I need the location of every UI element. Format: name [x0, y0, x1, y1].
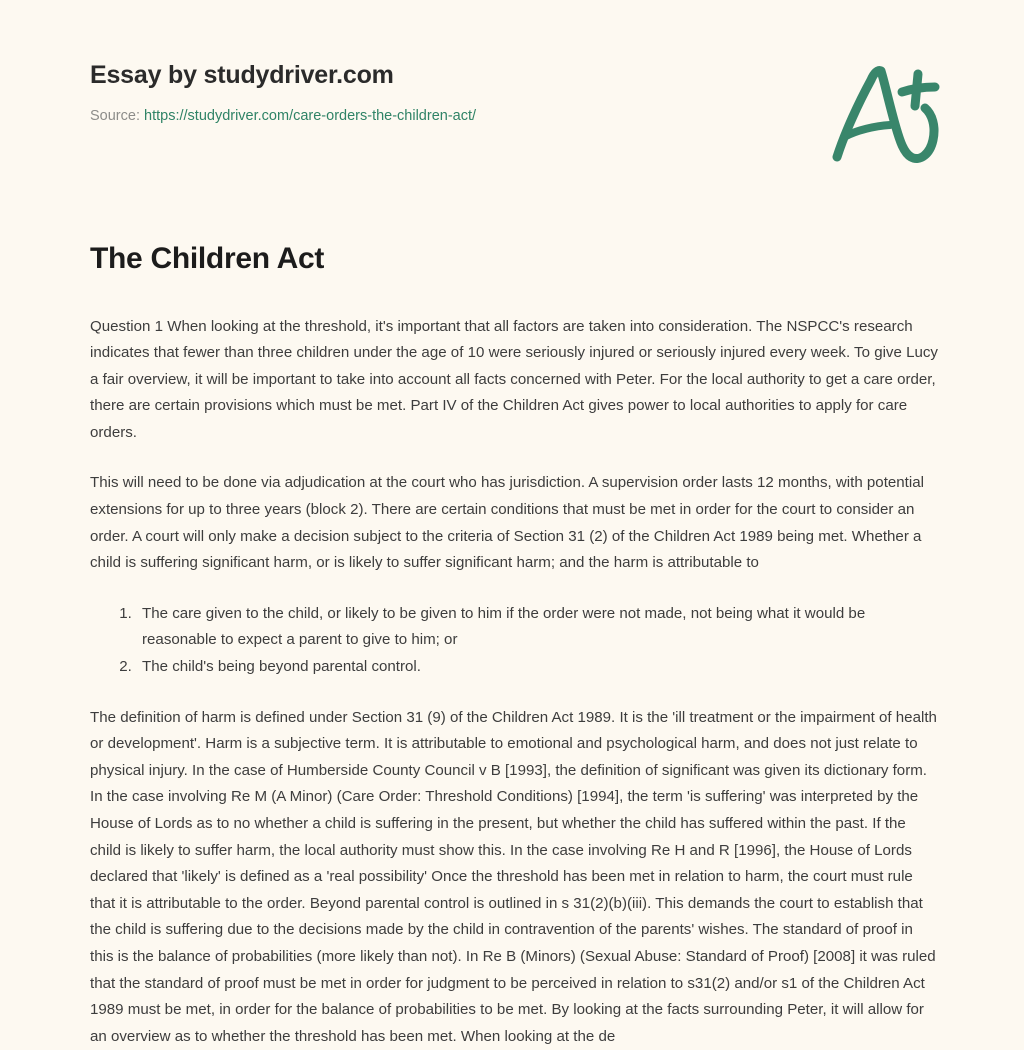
threshold-clause-list	[90, 601, 938, 681]
essay-body	[90, 240, 938, 1050]
page-title: The Children Act	[90, 242, 325, 275]
a-plus-logo-icon	[821, 58, 951, 170]
list-item: 2. The child's being beyond parental control.	[136, 654, 938, 681]
paragraph-3: The definition of harm is defined under Section 31 (9) of the Children Act 1989. It is the 'ill treatment or the impairment of health or development'. Harm is a subjective term. It is attributable to emotional and psychological harm, and does not just relate to physical injury. In the case of Humberside County Council v B [1993], the definition of significant was given its dictionary form. In the case involving Re M (A Minor) (Care Order: Threshold Conditions) [1994], the term 'is suffering' was interpreted by the House of Lords as to no whether a child is suffering in the present, but whether the child has suffered within the past. If the child is likely to suffer harm, the local authority must show this. In the case involving Re H and R [1996], the House of Lords declared that 'likely' is defined as a 'real possibility' Once the threshold has been met in relation to harm, the court must rule that it is attributable to the order. Beyond parental control is outlined in s 31(2)(b)(iii). This demands the court to establish that the child is suffering due to the decisions made by the child in contravention of the parents' wishes. The standard of proof in this is the balance of probabilities (more likely than not). In Re B (Minors) (Sexual Abuse: Standard of Proof) [2008] it was ruled that the standard of proof must be met in order for judgment to be perceived in relation to s31(2) and/or s1 of the Children Act 1989 must be met, in order for the balance of probabilities to be met. By looking at the facts surrounding Peter, it will allow for an overview as to whether the threshold has been met. When looking at the de	[90, 708, 937, 1045]
paragraph-1: Question 1 When looking at the threshold, it's important that all factors are taken into consideration. The NSPCC's research indicates that fewer than three children under the age of 10 were seriously injured or seriously injured every week. To give Lucy a fair overview, it will be important to take into account all facts concerned with Peter. For the local authority to get a care order, there are certain provisions which must be met. Part IV of the Children Act gives power to local authorities to apply for care orders.	[90, 317, 938, 441]
document-header	[0, 0, 1024, 190]
source-label: Source:	[90, 107, 140, 124]
source-line	[90, 108, 476, 125]
paragraph-2: This will need to be done via adjudication at the court who has jurisdiction. A supervision order lasts 12 months, with potential extensions for up to three years (block 2). There are certain conditions that must be met in order for the court to consider an order. A court will only make a decision subject to the criteria of Section 31 (2) of the Children Act 1989 being met. Whether a child is suffering significant harm, or is likely to suffer significant harm; and the harm is attributable to	[90, 474, 924, 572]
source-url-link[interactable]: https://studydriver.com/care-orders-the-children-act/	[144, 107, 477, 124]
studydriver-a-plus-logo	[821, 58, 951, 170]
header-text-block	[90, 62, 476, 125]
list-item: 1. The care given to the child, or likely to be given to him if the order were not made, not being what it would be reasonable to expect a parent to give to him; or	[136, 601, 938, 654]
essay-byline: Essay by studydriver.com	[90, 61, 394, 89]
